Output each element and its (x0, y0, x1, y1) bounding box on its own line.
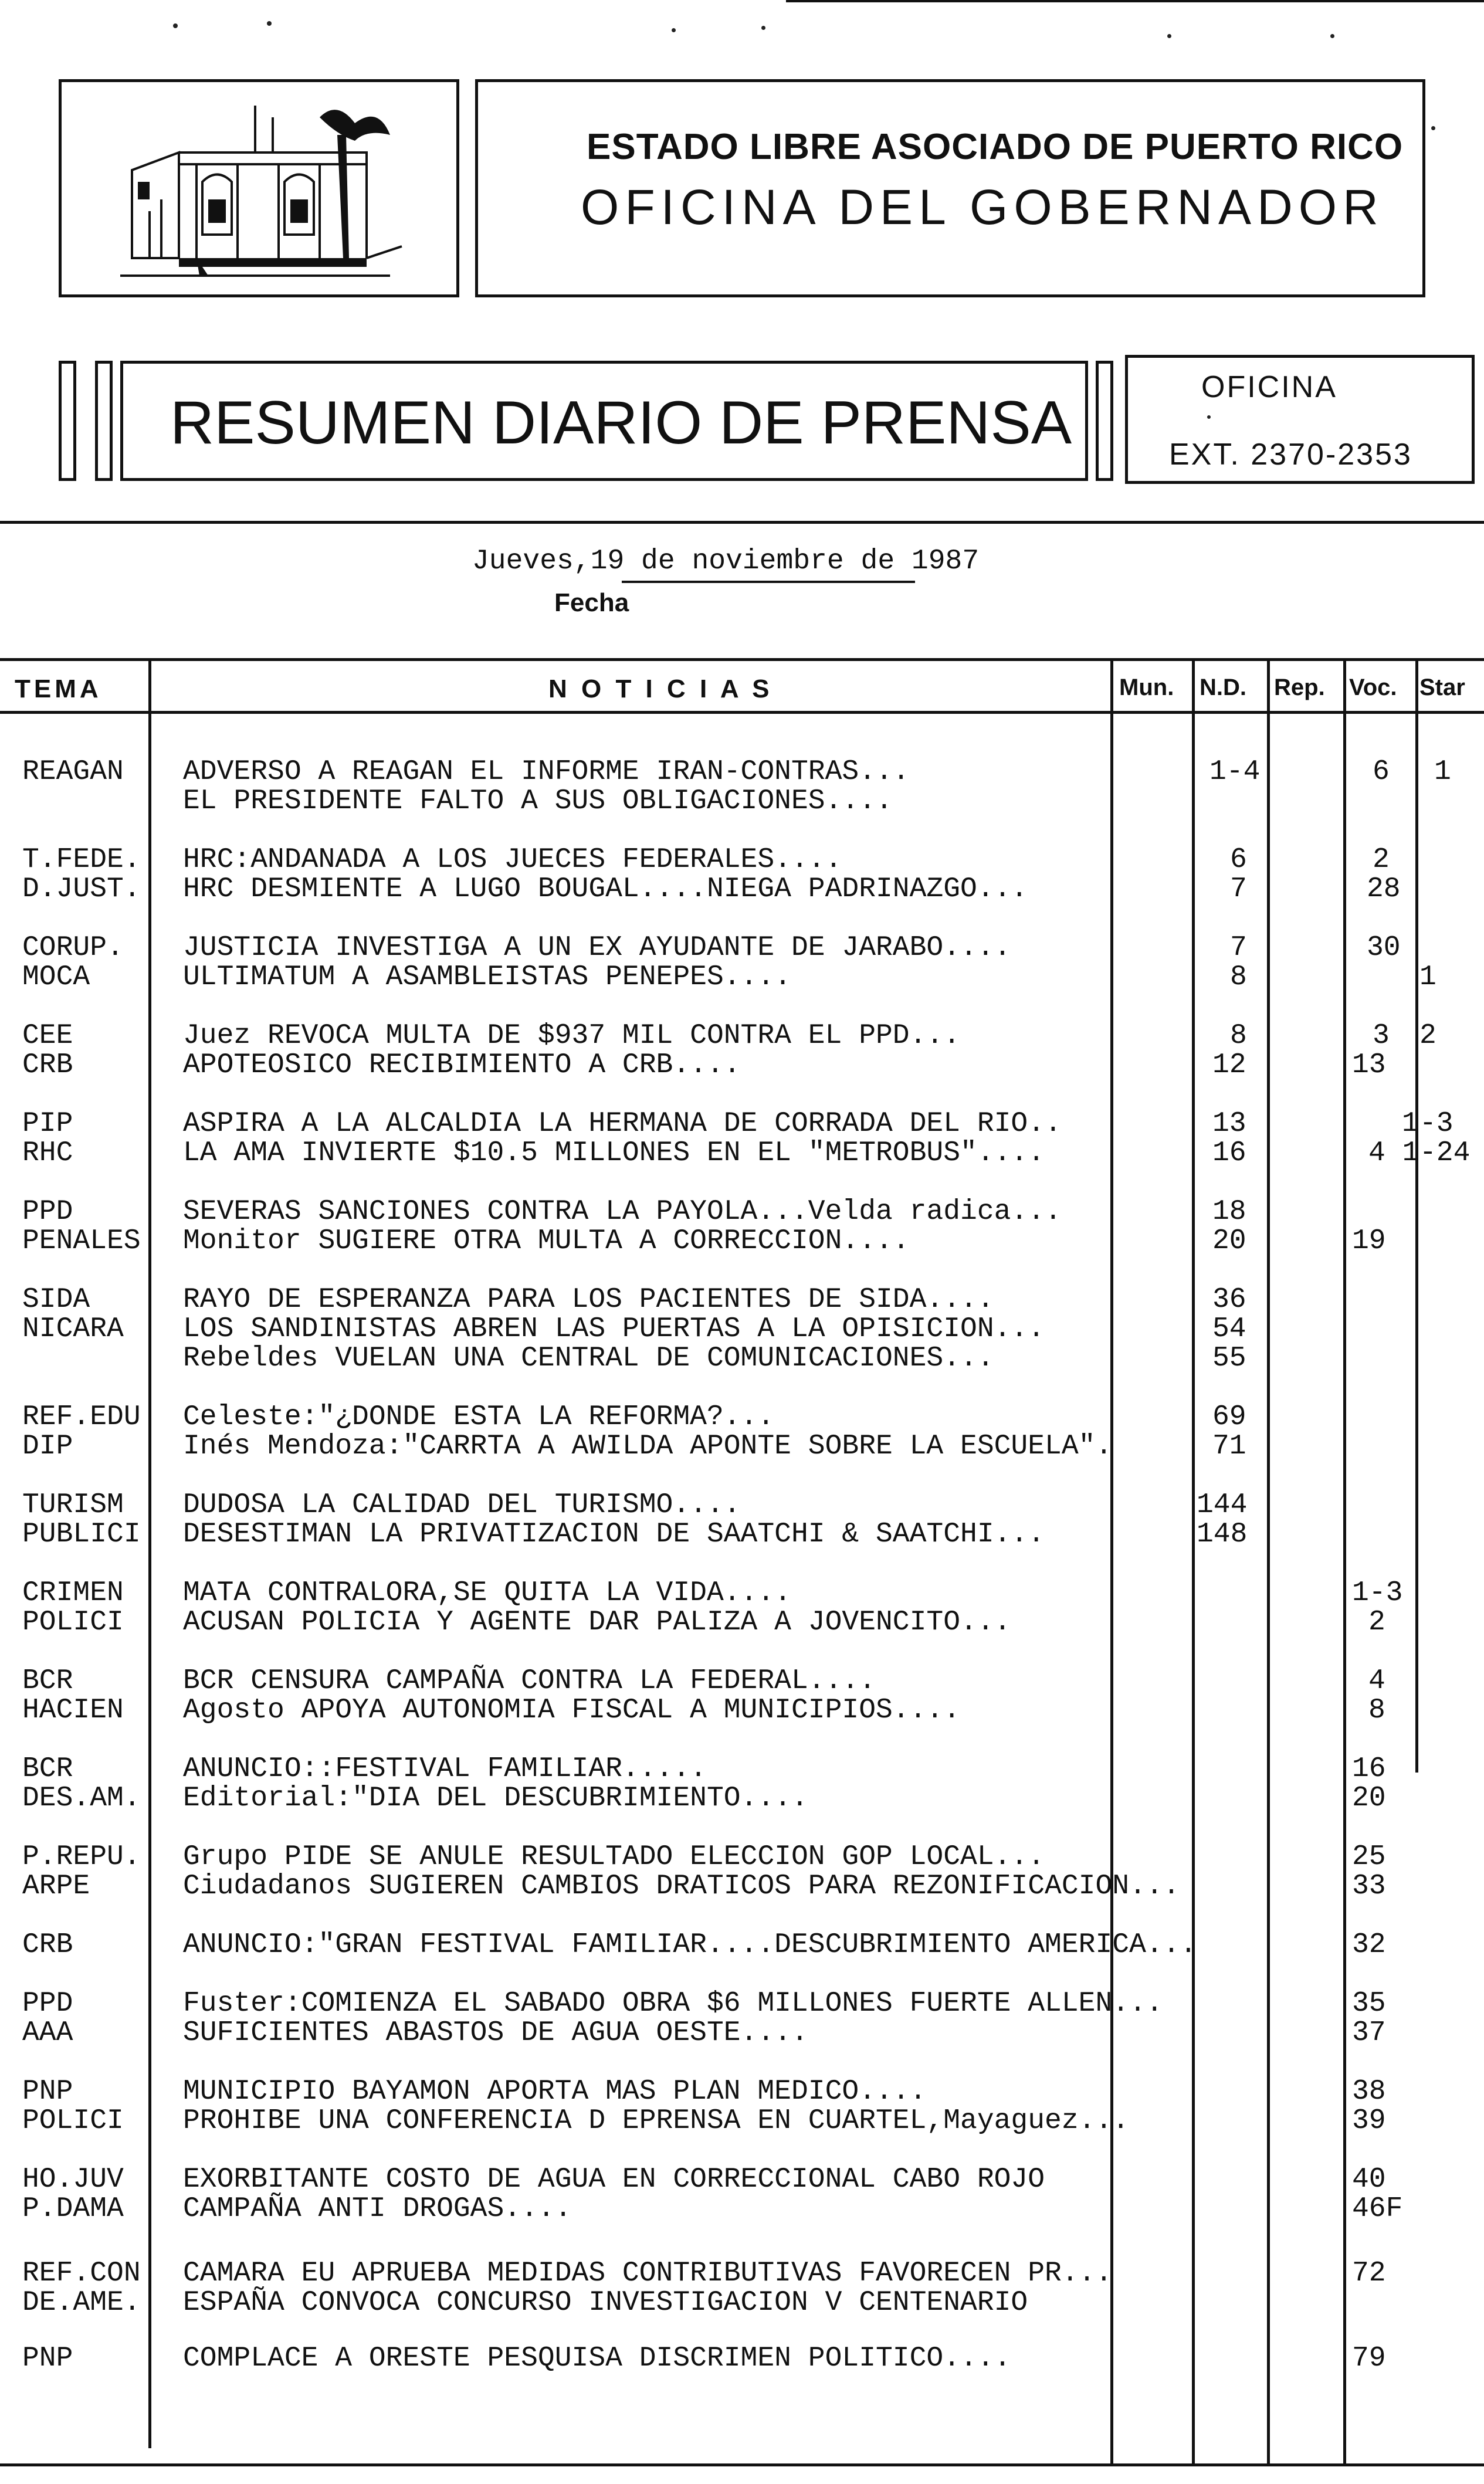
scan-speck (267, 21, 272, 26)
scan-speck (761, 26, 765, 30)
row-tema: DIP (22, 1431, 73, 1462)
table-row (0, 1490, 1484, 1520)
table-row (0, 786, 1484, 816)
table-row (0, 845, 1484, 875)
table-row (0, 1138, 1484, 1168)
row-voc: 40 (1352, 2164, 1386, 2195)
date-value: Jueves,19 de noviembre de 1987 (472, 545, 980, 577)
row-nd: 71 (1212, 1431, 1246, 1462)
row-voc: 79 (1352, 2343, 1386, 2374)
row-voc: 37 (1352, 2017, 1386, 2049)
table-row (0, 1431, 1484, 1462)
row-news: HRC DESMIENTE A LUGO BOUGAL....NIEGA PADRINAZGO... (183, 873, 1028, 905)
table-row (0, 874, 1484, 904)
row-news: COMPLACE A ORESTE PESQUISA DISCRIMEN POLITICO.... (183, 2343, 1011, 2374)
row-nd: 6 (1230, 844, 1247, 876)
banner-box (120, 361, 1088, 481)
row-voc: 2 (1373, 844, 1390, 876)
table-row (0, 933, 1484, 963)
row-voc: 20 (1352, 1782, 1386, 1814)
row-news: LOS SANDINISTAS ABREN LAS PUERTAS A LA OPISICION... (183, 1313, 1045, 1345)
row-news: MATA CONTRALORA,SE QUITA LA VIDA.... (183, 1577, 791, 1609)
row-tema: BCR (22, 1665, 73, 1697)
row-news: SUFICIENTES ABASTOS DE AGUA OESTE.... (183, 2017, 808, 2049)
row-tema: REAGAN (22, 756, 124, 788)
scan-speck (173, 23, 178, 28)
column-header-voc: Voc. (1349, 675, 1397, 700)
row-star: -24 (1419, 1137, 1471, 1169)
row-voc: 6 (1373, 756, 1390, 788)
row-news: Agosto APOYA AUTONOMIA FISCAL A MUNICIPIOS.... (183, 1695, 961, 1726)
row-nd: 1-4 (1209, 756, 1261, 788)
row-tema: BCR (22, 1753, 73, 1785)
table-row (0, 1285, 1484, 1315)
table-row (0, 1666, 1484, 1696)
title-box (475, 79, 1425, 297)
row-tema: P.REPU. (22, 1841, 141, 1873)
row-nd: 16 (1212, 1137, 1246, 1169)
row-tema: CEE (22, 1020, 73, 1052)
table-row (0, 1930, 1484, 1960)
column-header-tema: TEMA (15, 675, 102, 703)
table-row (0, 1988, 1484, 2019)
table-row (0, 2258, 1484, 2289)
row-news: RAYO DE ESPERANZA PARA LOS PACIENTES DE SIDA.... (183, 1284, 994, 1316)
row-tema: PPD (22, 1196, 73, 1228)
row-tema: REF.CON (22, 2258, 141, 2289)
row-news: DESESTIMAN LA PRIVATIZACION DE SAATCHI & SAATCHI... (183, 1519, 1045, 1550)
row-voc: 4 (1368, 1665, 1385, 1697)
row-voc: 16 (1352, 1753, 1386, 1785)
table-row (0, 1109, 1484, 1139)
table-row (0, 2018, 1484, 2048)
table-row (0, 1402, 1484, 1432)
row-tema: POLICI (22, 2105, 124, 2137)
row-voc: 13 (1352, 1049, 1386, 1081)
row-tema: NICARA (22, 1313, 124, 1345)
row-tema: PIP (22, 1108, 73, 1140)
column-header-star: Star (1419, 675, 1465, 700)
banner-bar (95, 361, 113, 481)
table-row (0, 1578, 1484, 1608)
row-tema: ARPE (22, 1870, 90, 1902)
table-row (0, 2288, 1484, 2318)
row-voc: 32 (1352, 1929, 1386, 1961)
fortaleza-building-icon (62, 82, 456, 294)
row-voc: 46F (1352, 2193, 1403, 2225)
row-news: ASPIRA A LA ALCALDIA LA HERMANA DE CORRADA DEL RIO.. (183, 1108, 1062, 1140)
row-star: 1 (1434, 756, 1451, 788)
scan-speck (1207, 415, 1211, 419)
table-row (0, 2343, 1484, 2374)
office-extension: EXT. 2370-2353 (1169, 438, 1412, 472)
row-voc: 38 (1352, 2076, 1386, 2107)
table-row (0, 1197, 1484, 1227)
row-voc: 19 (1352, 1225, 1386, 1257)
row-tema: HACIEN (22, 1695, 124, 1726)
table-row (0, 1343, 1484, 1374)
row-tema: DE.AME. (22, 2287, 141, 2319)
row-tema: PNP (22, 2343, 73, 2374)
row-tema: TURISM (22, 1489, 124, 1521)
row-tema: POLICI (22, 1607, 124, 1638)
row-voc: 1 (1402, 1108, 1419, 1140)
top-edge-line (786, 0, 1484, 2)
row-news: ACUSAN POLICIA Y AGENTE DAR PALIZA A JOVENCITO... (183, 1607, 1011, 1638)
row-news: MUNICIPIO BAYAMON APORTA MAS PLAN MEDICO.... (183, 2076, 927, 2107)
row-voc: 30 (1367, 932, 1401, 964)
row-voc: 33 (1352, 1870, 1386, 1902)
row-nd: 55 (1212, 1343, 1246, 1374)
row-news: Celeste:"¿DONDE ESTA LA REFORMA?... (183, 1401, 775, 1433)
column-header-noticias: N O T I C I A S (548, 675, 773, 703)
scan-speck (1330, 34, 1334, 38)
row-news: ANUNCIO::FESTIVAL FAMILIAR..... (183, 1753, 707, 1785)
row-news: HRC:ANDANADA A LOS JUECES FEDERALES.... (183, 844, 842, 876)
row-nd: 69 (1212, 1401, 1246, 1433)
table-row (0, 962, 1484, 992)
column-header-rep: Rep. (1274, 675, 1325, 700)
row-nd: 54 (1212, 1313, 1246, 1345)
row-news: Inés Mendoza:"CARRTA A AWILDA APONTE SOBRE LA ESCUELA". (183, 1431, 1113, 1462)
row-tema: P.DAMA (22, 2193, 124, 2225)
row-voc: 3 (1373, 1020, 1390, 1052)
row-voc: 2 (1368, 1607, 1385, 1638)
scan-speck (672, 28, 676, 32)
row-news: BCR CENSURA CAMPAÑA CONTRA LA FEDERAL.... (183, 1665, 876, 1697)
row-news: PROHIBE UNA CONFERENCIA D EPRENSA EN CUARTEL,Mayaguez... (183, 2105, 1130, 2137)
column-header-mun: Mun. (1119, 675, 1174, 700)
row-voc: 39 (1352, 2105, 1386, 2137)
row-nd: 148 (1197, 1519, 1248, 1550)
scan-speck (1431, 126, 1435, 130)
row-news: ESPAÑA CONVOCA CONCURSO INVESTIGACION V CENTENARIO (183, 2287, 1028, 2319)
row-nd: 13 (1212, 1108, 1246, 1140)
row-news: EL PRESIDENTE FALTO A SUS OBLIGACIONES.... (183, 785, 893, 817)
row-tema: RHC (22, 1137, 73, 1169)
row-news: EXORBITANTE COSTO DE AGUA EN CORRECCIONAL CABO ROJO (183, 2164, 1045, 2195)
row-news: CAMPAÑA ANTI DROGAS.... (183, 2193, 572, 2225)
table-row (0, 2194, 1484, 2224)
table-row (0, 1607, 1484, 1638)
row-tema: HO.JUV (22, 2164, 124, 2195)
row-nd: 12 (1212, 1049, 1246, 1081)
table-row (0, 1021, 1484, 1051)
date-label: Fecha (554, 588, 629, 617)
row-nd: 8 (1230, 961, 1247, 993)
section-separator (0, 521, 1484, 524)
table-row (0, 2164, 1484, 2195)
table-row (0, 1695, 1484, 1726)
row-news: JUSTICIA INVESTIGA A UN EX AYUDANTE DE JARABO.... (183, 932, 1011, 964)
table-row (0, 2076, 1484, 2107)
row-tema: CRIMEN (22, 1577, 124, 1609)
row-tema: CORUP. (22, 932, 124, 964)
row-voc: 25 (1352, 1841, 1386, 1873)
date-underline (622, 581, 915, 583)
banner-bar (1096, 361, 1113, 481)
table-row (0, 1871, 1484, 1902)
banner-title: RESUMEN DIARIO DE PRENSA (170, 389, 1072, 457)
table-row (0, 1519, 1484, 1550)
row-tema: MOCA (22, 961, 90, 993)
row-news: ANUNCIO:"GRAN FESTIVAL FAMILIAR....DESCUBRIMIENTO AMERICA... (183, 1929, 1197, 1961)
row-tema: AAA (22, 2017, 73, 2049)
row-news: Editorial:"DIA DEL DESCUBRIMIENTO.... (183, 1782, 808, 1814)
government-name: ESTADO LIBRE ASOCIADO DE PUERTO RICO (587, 127, 1404, 167)
row-news: CAMARA EU APRUEBA MEDIDAS CONTRIBUTIVAS FAVORECEN PR... (183, 2258, 1113, 2289)
row-nd: 8 (1230, 1020, 1247, 1052)
row-news: Monitor SUGIERE OTRA MULTA A CORRECCION.... (183, 1225, 910, 1257)
table-row (0, 1314, 1484, 1344)
row-news: Fuster:COMIENZA EL SABADO OBRA $6 MILLONES FUERTE ALLEN... (183, 1988, 1163, 2019)
row-tema: REF.EDU (22, 1401, 141, 1433)
office-box (1125, 355, 1475, 484)
table-row (0, 1226, 1484, 1256)
row-voc: 4 1 (1368, 1137, 1419, 1169)
row-voc: 35 (1352, 1988, 1386, 2019)
row-news: DUDOSA LA CALIDAD DEL TURISMO.... (183, 1489, 741, 1521)
row-nd: 18 (1212, 1196, 1246, 1228)
row-news: LA AMA INVIERTE $10.5 MILLONES EN EL "METROBUS".... (183, 1137, 1045, 1169)
column-header-nd: N.D. (1200, 675, 1246, 700)
row-tema: CRB (22, 1929, 73, 1961)
row-news: ULTIMATUM A ASAMBLEISTAS PENEPES.... (183, 961, 791, 993)
table-row (0, 1050, 1484, 1080)
row-tema: CRB (22, 1049, 73, 1081)
row-tema: PENALES (22, 1225, 141, 1257)
row-news: Juez REVOCA MULTA DE $937 MIL CONTRA EL PPD... (183, 1020, 961, 1052)
row-star: -3 (1419, 1108, 1453, 1140)
row-news: ADVERSO A REAGAN EL INFORME IRAN-CONTRAS... (183, 756, 910, 788)
row-tema: PUBLICI (22, 1519, 141, 1550)
row-news: Grupo PIDE SE ANULE RESULTADO ELECCION GOP LOCAL... (183, 1841, 1045, 1873)
office-label: OFICINA (1201, 370, 1337, 404)
logo-box (59, 79, 459, 297)
banner-bar (59, 361, 76, 481)
row-nd: 7 (1230, 932, 1247, 964)
row-news: APOTEOSICO RECIBIMIENTO A CRB.... (183, 1049, 741, 1081)
row-star: 1 (1419, 961, 1436, 993)
row-voc: 1-3 (1352, 1577, 1403, 1609)
row-tema: DES.AM. (22, 1782, 141, 1814)
table-row (0, 1842, 1484, 1872)
row-news: Ciudadanos SUGIEREN CAMBIOS DRATICOS PARA REZONIFICACION... (183, 1870, 1180, 1902)
row-star: 2 (1419, 1020, 1436, 1052)
row-nd: 36 (1212, 1284, 1246, 1316)
row-voc: 8 (1368, 1695, 1385, 1726)
table-row (0, 1783, 1484, 1814)
row-nd: 20 (1212, 1225, 1246, 1257)
table-row (0, 1754, 1484, 1784)
row-voc: 72 (1352, 2258, 1386, 2289)
table-header-line (0, 711, 1484, 714)
row-voc: 28 (1367, 873, 1401, 905)
row-news: Rebeldes VUELAN UNA CENTRAL DE COMUNICACIONES... (183, 1343, 994, 1374)
row-tema: PNP (22, 2076, 73, 2107)
table-row (0, 757, 1484, 787)
row-tema: T.FEDE. (22, 844, 141, 876)
row-news: SEVERAS SANCIONES CONTRA LA PAYOLA...Velda radica... (183, 1196, 1062, 1228)
scan-speck (1167, 34, 1171, 38)
row-tema: PPD (22, 1988, 73, 2019)
table-top-line (0, 658, 1484, 661)
row-nd: 144 (1197, 1489, 1248, 1521)
row-tema: D.JUST. (22, 873, 141, 905)
row-tema: SIDA (22, 1284, 90, 1316)
table-row (0, 2106, 1484, 2136)
office-title: OFICINA DEL GOBERNADOR (581, 179, 1384, 235)
row-nd: 7 (1230, 873, 1247, 905)
table-bottom-line (0, 2463, 1484, 2466)
